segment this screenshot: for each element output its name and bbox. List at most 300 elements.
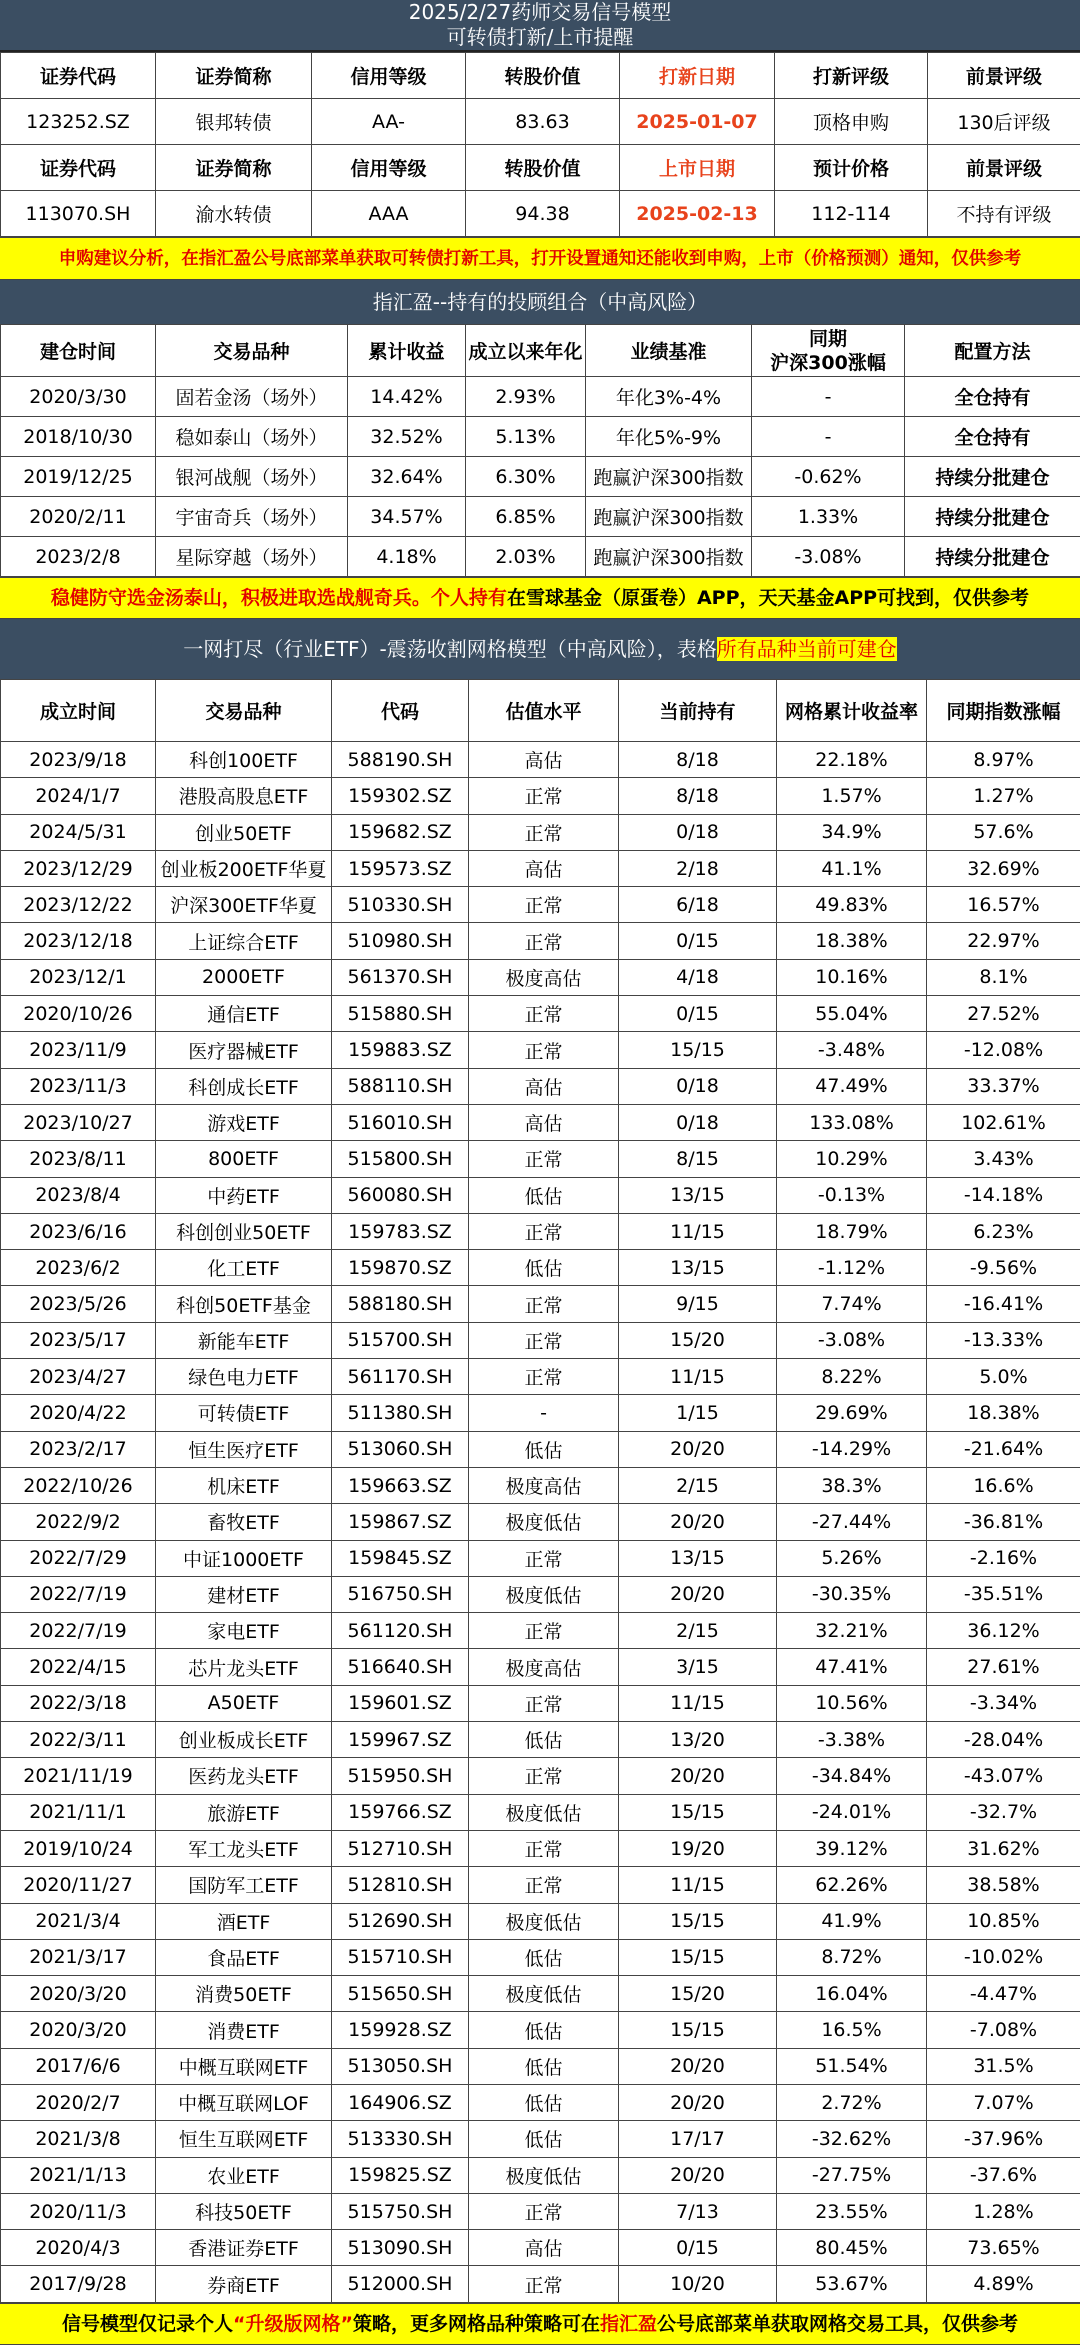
grid-row: [1, 923, 1080, 959]
portfolio-notice-banner: [0, 577, 1080, 619]
grid-row: [1, 1104, 1080, 1140]
table-cell: -36.81%: [927, 1504, 1080, 1540]
table-cell: 化工ETF: [156, 1250, 332, 1286]
table-cell: 2020/3/20: [1, 2012, 156, 2048]
page-title-block: [0, 0, 1080, 52]
table-cell: 港股高股息ETF: [156, 778, 332, 814]
table-header: 信用等级: [312, 53, 466, 99]
table-cell: 0/15: [619, 996, 777, 1032]
table-cell: 2.03%: [466, 537, 586, 577]
table-cell: 正常: [469, 923, 619, 959]
table-header: 打新评级: [775, 53, 928, 99]
table-cell: 800ETF: [156, 1141, 332, 1177]
table-cell: 低估: [469, 1722, 619, 1758]
footer-text-c: 策略，更多网格品种策略可在: [353, 2313, 600, 2335]
table-cell: 8.1%: [927, 959, 1080, 995]
table-cell: 极度低估: [469, 1903, 619, 1939]
table-cell: -: [752, 417, 905, 457]
table-cell: 2024/1/7: [1, 778, 156, 814]
table-cell: 7.07%: [927, 2084, 1080, 2120]
table-cell: 2025-02-13: [620, 191, 775, 237]
table-cell: 低估: [469, 1939, 619, 1975]
table-cell: 11/15: [619, 1213, 777, 1249]
table-cell: 159845.SZ: [332, 1540, 469, 1576]
footer-text-a: 信号模型仅记录个人: [62, 2313, 233, 2335]
table-cell: 15/15: [619, 2012, 777, 2048]
table-cell: 机床ETF: [156, 1467, 332, 1503]
table-cell: 2020/3/30: [1, 377, 156, 417]
bond-notice-text: 申购建议分析，在指汇盈公号底部菜单获取可转债打新工具，打开设置通知还能收到申购，上市（价格预测）通知，仅供参考: [59, 249, 1022, 269]
table-cell: 顶格申购: [775, 99, 928, 145]
table-cell: 38.58%: [927, 1867, 1080, 1903]
table-cell: 2020/11/3: [1, 2193, 156, 2229]
grid-row: [1, 1359, 1080, 1395]
table-header: 累计收益: [348, 325, 466, 377]
grid-table: [0, 679, 1080, 2303]
table-cell: 15/15: [619, 1939, 777, 1975]
table-cell: 133.08%: [777, 1104, 927, 1140]
table-cell: 建材ETF: [156, 1576, 332, 1612]
table-cell: 0/15: [619, 923, 777, 959]
table-cell: 2023/5/26: [1, 1286, 156, 1322]
portfolio-row: [1, 417, 1080, 457]
table-cell: 极度低估: [469, 2157, 619, 2193]
table-header: 建仓时间: [1, 325, 156, 377]
table-cell: 513330.SH: [332, 2121, 469, 2157]
table-cell: -3.38%: [777, 1722, 927, 1758]
table-cell: 18.79%: [777, 1213, 927, 1249]
table-cell: 57.6%: [927, 814, 1080, 850]
table-cell: AA-: [312, 99, 466, 145]
table-cell: 18.38%: [927, 1395, 1080, 1431]
table-cell: 8/15: [619, 1141, 777, 1177]
table-cell: 2021/11/1: [1, 1794, 156, 1830]
table-cell: 41.1%: [777, 850, 927, 886]
grid-row: [1, 1685, 1080, 1721]
grid-row: [1, 850, 1080, 886]
table-cell: 低估: [469, 1250, 619, 1286]
table-cell: -27.44%: [777, 1504, 927, 1540]
table-cell: 军工龙头ETF: [156, 1830, 332, 1866]
table-header: 转股价值: [466, 145, 620, 191]
grid-row: [1, 1504, 1080, 1540]
table-cell: 159870.SZ: [332, 1250, 469, 1286]
table-cell: 36.12%: [927, 1613, 1080, 1649]
table-header: 配置方法: [905, 325, 1080, 377]
table-cell: 极度低估: [469, 1794, 619, 1830]
table-cell: 159682.SZ: [332, 814, 469, 850]
grid-row: [1, 1722, 1080, 1758]
grid-title-main: 一网打尽（行业ETF）-震荡收割网格模型（中高风险），表格: [183, 637, 717, 661]
table-cell: 极度高估: [469, 959, 619, 995]
table-cell: 32.69%: [927, 850, 1080, 886]
table-cell: 渝水转债: [156, 191, 312, 237]
table-cell: -0.62%: [752, 457, 905, 497]
table-cell: 2023/12/18: [1, 923, 156, 959]
bond-new-header-row: [1, 53, 1080, 99]
table-cell: 年化5%-9%: [586, 417, 752, 457]
grid-row: [1, 2266, 1080, 2302]
table-cell: 588180.SH: [332, 1286, 469, 1322]
table-cell: 2/18: [619, 850, 777, 886]
table-cell: 0/18: [619, 1104, 777, 1140]
grid-row: [1, 1431, 1080, 1467]
table-cell: 159573.SZ: [332, 850, 469, 886]
table-cell: 极度低估: [469, 1504, 619, 1540]
table-cell: 0/15: [619, 2230, 777, 2266]
table-header: 预计价格: [775, 145, 928, 191]
table-cell: 13/15: [619, 1250, 777, 1286]
table-cell: 2.72%: [777, 2084, 927, 2120]
table-cell: 2023/6/2: [1, 1250, 156, 1286]
table-cell: -13.33%: [927, 1322, 1080, 1358]
table-header: 成立以来年化: [466, 325, 586, 377]
table-cell: 2017/9/28: [1, 2266, 156, 2302]
table-cell: 159967.SZ: [332, 1722, 469, 1758]
table-cell: 14.42%: [348, 377, 466, 417]
grid-row: [1, 2193, 1080, 2229]
table-cell: 科创100ETF: [156, 742, 332, 778]
table-cell: 33.37%: [927, 1068, 1080, 1104]
table-cell: 正常: [469, 1830, 619, 1866]
table-cell: 游戏ETF: [156, 1104, 332, 1140]
portfolio-row: [1, 537, 1080, 577]
page-subtitle: 可转债打新/上市提醒: [0, 25, 1080, 50]
table-cell: 科创成长ETF: [156, 1068, 332, 1104]
table-cell: 516010.SH: [332, 1104, 469, 1140]
table-cell: 16.57%: [927, 887, 1080, 923]
table-cell: 全仓持有: [905, 417, 1080, 457]
table-cell: 2022/9/2: [1, 1504, 156, 1540]
table-cell: 511380.SH: [332, 1395, 469, 1431]
table-cell: 516640.SH: [332, 1649, 469, 1685]
table-cell: 130后评级: [928, 99, 1080, 145]
table-cell: 6/18: [619, 887, 777, 923]
table-cell: 持续分批建仓: [905, 497, 1080, 537]
table-cell: 正常: [469, 996, 619, 1032]
table-cell: 创业板成长ETF: [156, 1722, 332, 1758]
table-cell: 2022/3/18: [1, 1685, 156, 1721]
table-cell: 2021/3/17: [1, 1939, 156, 1975]
table-cell: 515750.SH: [332, 2193, 469, 2229]
table-cell: 正常: [469, 1685, 619, 1721]
grid-row: [1, 1467, 1080, 1503]
table-cell: 低估: [469, 1431, 619, 1467]
table-cell: 164906.SZ: [332, 2084, 469, 2120]
table-header: 转股价值: [466, 53, 620, 99]
table-cell: 15/15: [619, 1032, 777, 1068]
table-cell: -3.08%: [752, 537, 905, 577]
table-cell: 跑赢沪深300指数: [586, 497, 752, 537]
bond-new-row: [1, 99, 1080, 145]
table-cell: -27.75%: [777, 2157, 927, 2193]
table-cell: 8.97%: [927, 742, 1080, 778]
table-cell: 正常: [469, 1758, 619, 1794]
grid-row: [1, 1939, 1080, 1975]
table-cell: 3.43%: [927, 1141, 1080, 1177]
table-cell: 正常: [469, 1032, 619, 1068]
table-cell: 正常: [469, 2266, 619, 2302]
table-cell: 16.6%: [927, 1467, 1080, 1503]
grid-row: [1, 1649, 1080, 1685]
table-cell: 2020/4/3: [1, 2230, 156, 2266]
table-cell: 2023/2/17: [1, 1431, 156, 1467]
table-cell: 39.12%: [777, 1830, 927, 1866]
table-cell: -16.41%: [927, 1286, 1080, 1322]
portfolio-section-title: 指汇盈--持有的投顾组合（中高风险）: [0, 280, 1080, 324]
table-cell: 15/20: [619, 1976, 777, 2012]
table-cell: 极度低估: [469, 1976, 619, 2012]
table-cell: 6.85%: [466, 497, 586, 537]
table-cell: 27.52%: [927, 996, 1080, 1032]
page-title: 2025/2/27药师交易信号模型: [0, 0, 1080, 25]
grid-row: [1, 887, 1080, 923]
table-cell: -34.84%: [777, 1758, 927, 1794]
table-cell: 159928.SZ: [332, 2012, 469, 2048]
table-cell: 2023/9/18: [1, 742, 156, 778]
table-cell: 2025-01-07: [620, 99, 775, 145]
table-cell: 20/20: [619, 2157, 777, 2193]
table-cell: -21.64%: [927, 1431, 1080, 1467]
table-cell: 4.89%: [927, 2266, 1080, 2302]
table-cell: -0.13%: [777, 1177, 927, 1213]
grid-section-title: [0, 619, 1080, 679]
table-header: [752, 325, 905, 377]
table-cell: 2023/8/4: [1, 1177, 156, 1213]
table-cell: 112-114: [775, 191, 928, 237]
table-cell: 持续分批建仓: [905, 457, 1080, 497]
table-cell: 159825.SZ: [332, 2157, 469, 2193]
table-cell: -14.29%: [777, 1431, 927, 1467]
table-cell: 113070.SH: [1, 191, 156, 237]
table-cell: 38.3%: [777, 1467, 927, 1503]
table-cell: 20/20: [619, 2084, 777, 2120]
table-cell: 515950.SH: [332, 1758, 469, 1794]
table-cell: 消费ETF: [156, 2012, 332, 2048]
table-cell: 73.65%: [927, 2230, 1080, 2266]
table-cell: 1.28%: [927, 2193, 1080, 2229]
table-cell: 正常: [469, 1359, 619, 1395]
grid-row: [1, 1540, 1080, 1576]
table-cell: 22.18%: [777, 742, 927, 778]
table-cell: 创业板200ETF华夏: [156, 850, 332, 886]
table-cell: -10.02%: [927, 1939, 1080, 1975]
table-cell: 2023/10/27: [1, 1104, 156, 1140]
table-cell: 3/15: [619, 1649, 777, 1685]
grid-row: [1, 2230, 1080, 2266]
table-cell: 159766.SZ: [332, 1794, 469, 1830]
footer-banner: [0, 2303, 1080, 2345]
table-cell: 恒生医疗ETF: [156, 1431, 332, 1467]
table-cell: 1/15: [619, 1395, 777, 1431]
table-cell: 跑赢沪深300指数: [586, 537, 752, 577]
table-cell: 正常: [469, 814, 619, 850]
table-cell: 2023/2/8: [1, 537, 156, 577]
table-cell: 15/15: [619, 1903, 777, 1939]
table-cell: 畜牧ETF: [156, 1504, 332, 1540]
table-cell: 16.5%: [777, 2012, 927, 2048]
table-cell: 17/17: [619, 2121, 777, 2157]
table-cell: 正常: [469, 1613, 619, 1649]
table-cell: 47.49%: [777, 1068, 927, 1104]
table-cell: 41.9%: [777, 1903, 927, 1939]
table-cell: 科创50ETF基金: [156, 1286, 332, 1322]
table-cell: 年化3%-4%: [586, 377, 752, 417]
table-cell: 80.45%: [777, 2230, 927, 2266]
table-cell: 沪深300ETF华夏: [156, 887, 332, 923]
table-cell: 2/15: [619, 1613, 777, 1649]
table-cell: 561370.SH: [332, 959, 469, 995]
table-cell: 医药龙头ETF: [156, 1758, 332, 1794]
table-cell: 27.61%: [927, 1649, 1080, 1685]
table-cell: 2020/10/26: [1, 996, 156, 1032]
table-cell: 2023/4/27: [1, 1359, 156, 1395]
table-cell: 高估: [469, 1068, 619, 1104]
table-cell: 32.21%: [777, 1613, 927, 1649]
table-cell: 10/20: [619, 2266, 777, 2302]
grid-row: [1, 1250, 1080, 1286]
table-cell: 31.5%: [927, 2048, 1080, 2084]
table-cell: -35.51%: [927, 1576, 1080, 1612]
table-cell: 159302.SZ: [332, 778, 469, 814]
table-cell: 低估: [469, 2084, 619, 2120]
table-cell: 2019/12/25: [1, 457, 156, 497]
table-cell: 13/15: [619, 1540, 777, 1576]
table-cell: 全仓持有: [905, 377, 1080, 417]
table-cell: 2023/5/17: [1, 1322, 156, 1358]
table-cell: 11/15: [619, 1359, 777, 1395]
table-cell: 13/20: [619, 1722, 777, 1758]
grid-row: [1, 814, 1080, 850]
table-cell: 19/20: [619, 1830, 777, 1866]
table-cell: 10.85%: [927, 1903, 1080, 1939]
portfolio-row: [1, 457, 1080, 497]
table-cell: 2017/6/6: [1, 2048, 156, 2084]
grid-row: [1, 1213, 1080, 1249]
table-cell: 515650.SH: [332, 1976, 469, 2012]
table-cell: 2022/7/29: [1, 1540, 156, 1576]
table-cell: 0/18: [619, 1068, 777, 1104]
table-cell: 正常: [469, 2193, 619, 2229]
table-cell: 2020/11/27: [1, 1867, 156, 1903]
table-cell: 2.93%: [466, 377, 586, 417]
table-cell: 跑赢沪深300指数: [586, 457, 752, 497]
grid-row: [1, 1830, 1080, 1866]
table-cell: 159867.SZ: [332, 1504, 469, 1540]
grid-row: [1, 742, 1080, 778]
grid-row: [1, 778, 1080, 814]
table-cell: 15/15: [619, 1794, 777, 1830]
table-cell: 8/18: [619, 742, 777, 778]
table-cell: 正常: [469, 887, 619, 923]
table-cell: 家电ETF: [156, 1613, 332, 1649]
table-cell: 2023/12/29: [1, 850, 156, 886]
portfolio-notice-black: 在雪球基金（原蛋卷）APP，天天基金APP可找到，仅供参考: [507, 587, 1029, 609]
table-cell: 31.62%: [927, 1830, 1080, 1866]
grid-row: [1, 1903, 1080, 1939]
table-cell: 123252.SZ: [1, 99, 156, 145]
table-header: 证券简称: [156, 53, 312, 99]
table-cell: 券商ETF: [156, 2266, 332, 2302]
table-cell: 2022/4/15: [1, 1649, 156, 1685]
grid-row: [1, 1395, 1080, 1431]
table-cell: 2021/11/19: [1, 1758, 156, 1794]
table-cell: 15/20: [619, 1322, 777, 1358]
table-cell: 低估: [469, 2048, 619, 2084]
table-cell: 极度高估: [469, 1467, 619, 1503]
bond-list-row: [1, 191, 1080, 237]
table-cell: 通信ETF: [156, 996, 332, 1032]
table-header: 交易品种: [156, 325, 348, 377]
table-cell: 国防军工ETF: [156, 1867, 332, 1903]
table-cell: 2000ETF: [156, 959, 332, 995]
table-cell: 1.27%: [927, 778, 1080, 814]
table-cell: 2020/4/22: [1, 1395, 156, 1431]
table-cell: 可转债ETF: [156, 1395, 332, 1431]
grid-row: [1, 996, 1080, 1032]
table-cell: -37.6%: [927, 2157, 1080, 2193]
table-cell: 高估: [469, 850, 619, 886]
grid-row: [1, 2121, 1080, 2157]
table-cell: 8.72%: [777, 1939, 927, 1975]
table-header: 前景评级: [928, 53, 1080, 99]
table-cell: 49.83%: [777, 887, 927, 923]
table-cell: 2022/7/19: [1, 1576, 156, 1612]
table-cell: 7.74%: [777, 1286, 927, 1322]
table-cell: 2023/6/16: [1, 1213, 156, 1249]
table-cell: 不持有评级: [928, 191, 1080, 237]
table-header: 前景评级: [928, 145, 1080, 191]
table-cell: 绿色电力ETF: [156, 1359, 332, 1395]
table-cell: 医疗器械ETF: [156, 1032, 332, 1068]
table-cell: 2021/1/13: [1, 2157, 156, 2193]
table-header: 交易品种: [156, 680, 332, 742]
grid-row: [1, 1141, 1080, 1177]
table-cell: 2023/8/11: [1, 1141, 156, 1177]
table-cell: 农业ETF: [156, 2157, 332, 2193]
table-cell: 银邦转债: [156, 99, 312, 145]
portfolio-row: [1, 377, 1080, 417]
table-cell: 8/18: [619, 778, 777, 814]
table-cell: 53.67%: [777, 2266, 927, 2302]
grid-row: [1, 1758, 1080, 1794]
table-cell: -: [752, 377, 905, 417]
table-cell: 20/20: [619, 1504, 777, 1540]
table-cell: 515710.SH: [332, 1939, 469, 1975]
table-cell: 11/15: [619, 1685, 777, 1721]
grid-row: [1, 1032, 1080, 1068]
table-cell: -4.47%: [927, 1976, 1080, 2012]
grid-row: [1, 1322, 1080, 1358]
portfolio-row: [1, 497, 1080, 537]
table-cell: -14.18%: [927, 1177, 1080, 1213]
table-cell: 0/18: [619, 814, 777, 850]
table-cell: 4/18: [619, 959, 777, 995]
table-cell: 旅游ETF: [156, 1794, 332, 1830]
table-header: 估值水平: [469, 680, 619, 742]
table-cell: 51.54%: [777, 2048, 927, 2084]
table-cell: 低估: [469, 2012, 619, 2048]
table-cell: 159883.SZ: [332, 1032, 469, 1068]
table-cell: -28.04%: [927, 1722, 1080, 1758]
table-cell: 中概互联网ETF: [156, 2048, 332, 2084]
table-cell: -3.48%: [777, 1032, 927, 1068]
table-cell: 2023/11/9: [1, 1032, 156, 1068]
table-cell: 酒ETF: [156, 1903, 332, 1939]
table-cell: 510980.SH: [332, 923, 469, 959]
table-cell: 2021/3/4: [1, 1903, 156, 1939]
table-cell: 高估: [469, 742, 619, 778]
